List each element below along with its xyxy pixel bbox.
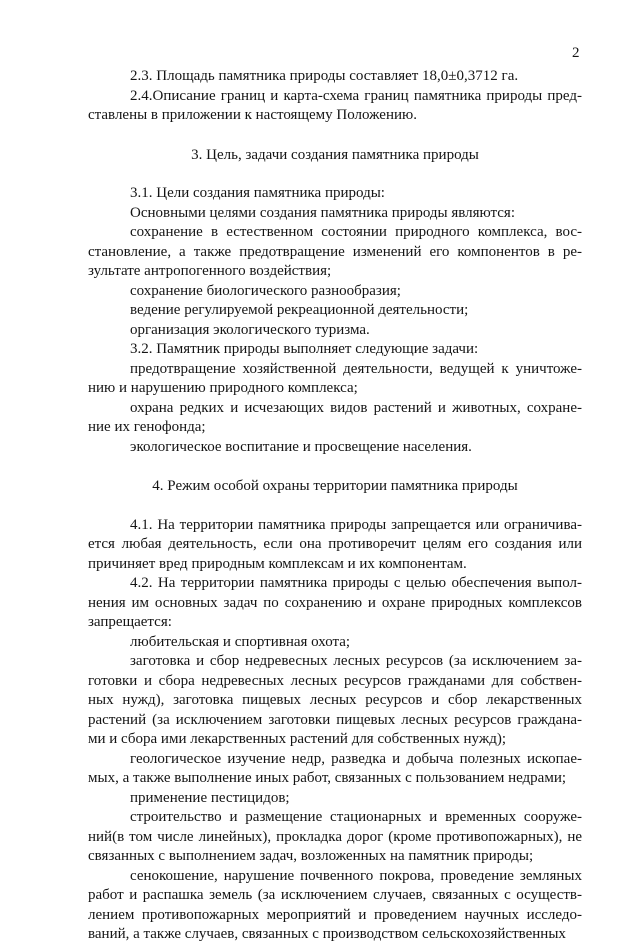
paragraph bbox=[88, 223, 582, 282]
paragraph bbox=[88, 516, 582, 575]
text-line: ведение регулируемой рекреационной деятельности; bbox=[130, 302, 469, 318]
paragraph bbox=[88, 301, 582, 321]
text-line: готовки и сбора недревесных лесных ресурсов гражданами для собствен- bbox=[88, 672, 582, 689]
text-line: ваний, а также случаев, связанных с производством сельскохозяйственных bbox=[88, 926, 566, 942]
text-line: 3. Цель, задачи создания памятника природы bbox=[191, 146, 479, 163]
paragraph bbox=[88, 808, 582, 867]
text-line: применение пестицидов; bbox=[130, 789, 290, 806]
paragraph bbox=[88, 574, 582, 633]
text-line: сохранение биологического разнообразия; bbox=[130, 282, 401, 299]
paragraph bbox=[88, 321, 582, 341]
text-line: 4. Режим особой охраны территории памятника природы bbox=[152, 478, 518, 494]
text-line: ется любая деятельность, если она противоречит целям его создания или bbox=[88, 536, 582, 552]
text-line: 4.2. На территории памятника природы с целью обеспечения выпол- bbox=[130, 575, 582, 591]
text-line: ние их генофонда; bbox=[88, 419, 206, 435]
text-line: геологическое изучение недр, разведка и добыча полезных ископае- bbox=[130, 750, 582, 767]
text-line: организация экологического туризма. bbox=[130, 321, 370, 338]
text-line: становление, а также предотвращение изменений его компонентов в ре- bbox=[88, 243, 582, 260]
text-line: сохранение в естественном состоянии природного комплекса, вос- bbox=[130, 224, 582, 240]
paragraph bbox=[88, 438, 582, 458]
text-line: запрещается: bbox=[88, 614, 172, 630]
page-number: 2 bbox=[572, 45, 580, 61]
paragraph bbox=[88, 340, 582, 360]
text-line: 2.4.Описание границ и карта-схема границ памятника природы пред- bbox=[130, 87, 582, 104]
paragraph bbox=[88, 633, 582, 653]
paragraph bbox=[88, 67, 582, 87]
text-line: ми и сбора ими лекарственных растений для собственных нужд); bbox=[88, 731, 506, 747]
text-line: мых, а также выполнение иных работ, связанных с пользованием недрами; bbox=[88, 770, 567, 786]
paragraph bbox=[88, 750, 582, 789]
section-heading bbox=[88, 146, 582, 166]
text-line: причиняет вред природным комплексам и их компонентам. bbox=[88, 555, 467, 572]
text-line: 2.3. Площадь памятника природы составляет 18,0±0,3712 га. bbox=[130, 68, 519, 84]
paragraph bbox=[88, 867, 582, 945]
text-line: нения им основных задач по сохранению и охране природных комплексов bbox=[88, 594, 582, 611]
text-line: 4.1. На территории памятника природы запрещается или ограничива- bbox=[130, 516, 582, 533]
text-line: предотвращение хозяйственной деятельности, ведущей к уничтоже- bbox=[130, 360, 582, 377]
section-heading bbox=[88, 477, 582, 497]
text-line: лением противопожарных мероприятий и проведением научных исследо- bbox=[88, 906, 582, 923]
paragraph bbox=[88, 789, 582, 809]
text-line: 3.1. Цели создания памятника природы: bbox=[130, 185, 385, 201]
paragraph bbox=[88, 652, 582, 750]
text-line: сенокошение, нарушение почвенного покрова, проведение земляных bbox=[130, 867, 582, 884]
text-line: ний(в том числе линейных), прокладка дорог (кроме противопожарных), не bbox=[88, 828, 582, 845]
text-line: связанных с выполнением задач, возложенных на памятник природы; bbox=[88, 848, 534, 864]
text-line: зультате антропогенного воздействия; bbox=[88, 263, 332, 279]
text-line: любительская и спортивная охота; bbox=[130, 633, 351, 650]
paragraph bbox=[88, 399, 582, 438]
paragraph bbox=[88, 204, 582, 224]
text-line: Основными целями создания памятника природы являются: bbox=[130, 204, 515, 221]
text-line: нию и нарушению природного комплекса; bbox=[88, 380, 358, 396]
paragraph bbox=[88, 360, 582, 399]
text-line: заготовка и сбор недревесных лесных ресурсов (за исключением за- bbox=[130, 653, 582, 669]
paragraph bbox=[88, 282, 582, 302]
paragraph bbox=[88, 184, 582, 204]
paragraph bbox=[88, 87, 582, 126]
text-line: экологическое воспитание и просвещение населения. bbox=[130, 438, 472, 455]
text-line: ных нужд), заготовка пищевых лесных ресурсов и сбор лекарственных bbox=[88, 692, 582, 708]
document-body bbox=[88, 67, 582, 945]
text-line: охрана редких и исчезающих видов растений и животных, сохране- bbox=[130, 399, 582, 416]
text-line: 3.2. Памятник природы выполняет следующие задачи: bbox=[130, 341, 479, 357]
text-line: работ и распашка земель (за исключением случаев, связанных с осуществ- bbox=[88, 887, 582, 903]
text-line: ставлены в приложении к настоящему Положению. bbox=[88, 107, 417, 123]
text-line: строительство и размещение стационарных и временных сооруже- bbox=[130, 809, 582, 825]
text-line: растений (за исключением заготовки пищевых лесных ресурсов граждана- bbox=[88, 711, 582, 728]
